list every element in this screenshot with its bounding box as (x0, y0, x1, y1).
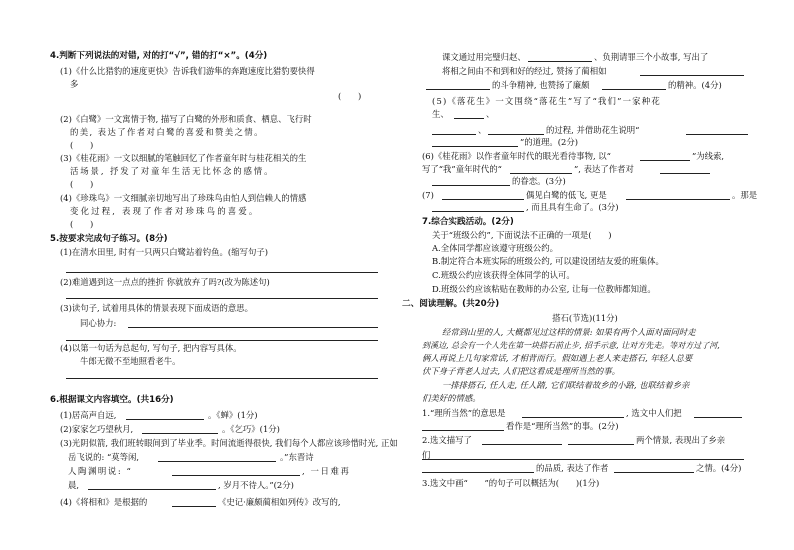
q-a2-line3-end: 之情。(4分) (696, 463, 742, 473)
q6-item5-comma1: 、 (486, 109, 495, 119)
q6-item3-line2-start: 岳飞说的: “莫等闲, (68, 452, 140, 462)
q6-item2-text: (2)家家乞巧望秋月, (60, 424, 134, 434)
q6-item4-blank3[interactable] (640, 75, 744, 76)
q7-option-c[interactable]: C.班级公约应该获得全体同学的认可。 (432, 270, 575, 280)
q6-item7-line1-end: 。那是 (732, 190, 758, 200)
q5-item3-answer-line2[interactable] (66, 340, 378, 341)
q4-item2-line1: (2)《白鹭》一文寓情于物, 描写了白鹭的外形和质食、栖息、飞行时 (60, 114, 312, 124)
q4-item3-line2: 活场景, 抒发了对童年生活无比怀念的感情。 (70, 166, 275, 176)
q6-item6-blank1[interactable] (640, 160, 690, 161)
q6-item3-blank3[interactable] (88, 489, 216, 490)
q6-item6-blank2[interactable] (510, 173, 572, 174)
q6-item4-cont-line2: 将相之间由不和到和好的经过, 赞扬了蔺相如 (442, 66, 607, 76)
q5-item4-answer-line[interactable] (66, 378, 378, 379)
q4-item3-paren[interactable]: ( ) (70, 179, 94, 189)
passage-p1-line4: 伏下身子背老人过去, 人们把这看成是理所当然的事。 (422, 366, 620, 376)
q5-item1: (1)在清水田里, 时有一只两只白鹭站着钓鱼。(缩写句子) (60, 247, 268, 257)
q6-item4-blank4[interactable] (426, 89, 490, 90)
q6-item3-blank2[interactable] (172, 475, 300, 476)
q7-question: 关于“班级公约”, 下面说法不正确的一项是( ) (432, 230, 612, 240)
q6-title: 6.根据课文内容填空。(共16分) (50, 395, 174, 405)
q-a1-line1-start: 1.“理所当然”的意思是 (422, 408, 506, 418)
q6-item4-blank2[interactable] (528, 61, 592, 62)
q6-item3-line3-start: 人陶渊明说: “ (68, 466, 133, 476)
q6-item5-comma2: 、 (478, 125, 487, 135)
q5-item3-answer-line1[interactable] (128, 327, 378, 328)
q4-item1-paren[interactable]: ( ) (338, 91, 362, 101)
q6-item3-blank1[interactable] (158, 461, 276, 462)
section2-title: 二、阅读理解。(共20分) (402, 299, 500, 309)
q6-item1-text: (1)居高声自远, (60, 410, 117, 420)
q6-item6-blank3[interactable] (660, 173, 710, 174)
q6-item2-source: 。《乞巧》(1分) (222, 424, 280, 434)
q-a2-line2-start: 们 (422, 450, 431, 460)
q6-item5-blank3[interactable] (488, 134, 544, 135)
q6-item3-line4-end: , 岁月不待人。”(2分) (218, 480, 294, 490)
q4-item4-line2: 变化过程, 表现了作者对珍珠鸟的喜爱。 (70, 206, 260, 216)
q4-item4-paren[interactable]: ( ) (70, 219, 94, 229)
q6-item5-blank4[interactable] (686, 134, 748, 135)
q6-item5-line4-end: ”的道理。(2分) (520, 137, 579, 147)
q6-item4-source: 《史记·廉颇蔺相如列传》改写的, (218, 497, 341, 507)
q6-item7-blank2[interactable] (626, 199, 730, 200)
q-a2-blank1[interactable] (482, 444, 562, 445)
q6-item4-cont-line1-end: 、负荆请罪三个小故事, 写出了 (594, 52, 709, 62)
q6-item3-line1: (3)光阴似箭, 我们班转眼间到了毕业季。时间流逝得很快, 我们每个人都应该珍惜时光, 正如 (60, 438, 398, 448)
q6-item5-line3-mid: 的过程, 并借助花生说明“ (546, 125, 640, 135)
q4-title: 4.判断下列说法的对错, 对的打“√”, 错的打“×”。(4分) (50, 51, 268, 61)
q6-item4-cont-line3-mid: 的斗争精神, 也赞扬了廉颇 (492, 80, 590, 90)
q5-item2-answer-line[interactable] (66, 298, 378, 299)
passage-p1-line1: 经常到山里的人, 大概都见过这样的情景: 如果有两个人面对面同时走 (442, 327, 696, 337)
q6-item5-line1: (5)《落花生》一文围绕“落花生”写了“我们”一家种花 (432, 96, 661, 106)
q5-item1-answer-line[interactable] (66, 272, 378, 273)
q6-item4-blank[interactable] (172, 506, 216, 507)
q6-item1-blank[interactable] (126, 419, 204, 420)
q6-item6-blank4[interactable] (432, 185, 510, 186)
q6-item6-line2-start: 写了“我”童年时代的“ (422, 164, 502, 174)
q5-item2: (2)难道遇到这一点点的挫折 你就放弃了吗?(改为陈述句) (60, 277, 270, 287)
q6-item4-blank5[interactable] (602, 89, 666, 90)
q6-item5-blank1[interactable] (454, 118, 484, 119)
q5-title: 5.按要求完成句子练习。(8分) (50, 234, 168, 244)
q4-item2-paren[interactable]: ( ) (70, 140, 94, 150)
q6-item7-line1-mid: 偶见白鹭的低飞, 更是 (526, 190, 607, 200)
q4-item2-line2: 的美, 表达了作者对白鹭的喜爱和赞美之情。 (70, 127, 264, 137)
q6-item1-source: 。《蝉》(1分) (208, 410, 258, 420)
q5-item4: (4)以第一句话为总起句, 写句子, 把内容写具体。 (60, 343, 242, 353)
q6-item7-blank1[interactable] (442, 199, 524, 200)
q6-item5-line2-start: 生、 (432, 109, 449, 119)
passage-title: 搭石(节选)(11分) (552, 313, 618, 323)
passage-p1-line3: 俩人再说上几句家常话, 才相背而行。假如遇上老人来走搭石, 年轻人总要 (422, 353, 693, 363)
q4-item3-line1: (3)《桂花雨》一文以细腻的笔触回忆了作者童年时与桂花相关的生 (60, 153, 307, 163)
q4-item1-line1: (1)《什么比猎豹的速度更快》告诉我们游隼的奔跑速度比猎豹要快得 (60, 66, 315, 76)
q5-item3-prompt: 同心协力: (80, 318, 117, 328)
q5-item4-prompt: 牛郎无微不至地照看老牛。 (80, 356, 181, 366)
q-a3: 3.选文中画“ ”的句子可以概括为( )(1分) (422, 478, 600, 488)
q5-item3: (3)读句子, 试着用具体的情景表现下面成语的意思。 (60, 303, 254, 313)
q-a2-line3-mid: 的品质, 表达了作者 (536, 463, 609, 473)
q6-item3-line4-start: 晨, (68, 480, 80, 490)
q-a1-blank2[interactable] (694, 417, 742, 418)
q-a2-line1-end: 两个情景, 表现出了乡亲 (636, 435, 726, 445)
q7-option-b[interactable]: B.制定符合本班实际的班级公约, 可以建设团结友爱的班集体。 (432, 256, 664, 266)
q6-item2-blank[interactable] (142, 433, 218, 434)
q6-item5-blank2[interactable] (432, 134, 476, 135)
q6-item3-line3-end: , 一日难再 (302, 466, 351, 476)
q7-option-d[interactable]: D.班级公约应该粘贴在教师的办公室, 让每一位教师都知道。 (432, 284, 656, 294)
q-a1-line1-end: , 选文中人们把 (626, 408, 682, 418)
q-a2-line1-start: 2.选文描写了 (422, 435, 472, 445)
q6-item4-text: (4)《将相和》是根据的 (60, 497, 148, 507)
q-a2-blank3[interactable] (422, 472, 534, 473)
passage-p2-line1: 一排排搭石, 任人走, 任人踏, 它们联结着故乡的小路, 也联结着乡亲 (442, 380, 690, 390)
q6-item3-line2-end: 。”东晋诗 (280, 452, 314, 462)
q6-item7-num: (7) (422, 190, 434, 200)
passage-p1-line2: 到溪边, 总会有一个人先在第一块搭石前止步, 招手示意, 让对方先走。等对方过了河, (422, 341, 720, 350)
q6-item6-line1-start: (6)《桂花雨》以作者童年时代的眼光看待事物, 以“ (422, 151, 611, 161)
q6-item6-line3-end: 的眷恋。(3分) (512, 176, 566, 186)
q6-item7-line2-end: , 而且具有生命了。(3分) (526, 202, 619, 212)
q-a2-blank-fullline[interactable] (422, 459, 744, 460)
q-a1-blank1[interactable] (522, 417, 624, 418)
q7-title: 7.综合实践活动。(2分) (422, 217, 514, 227)
q-a2-blank4[interactable] (614, 472, 694, 473)
q6-item4-cont-line3-end: 的精神。(4分) (668, 80, 722, 90)
q6-item4-cont-line1-start: 课文通过用完璧归赵、 (442, 52, 526, 62)
q6-item5-blank5[interactable] (432, 146, 518, 147)
q4-item4-line1: (4)《珍珠鸟》一文细腻亲切地写出了珍珠鸟由怕人到信赖人的情感 (60, 193, 307, 203)
q-a2-blank2[interactable] (568, 444, 634, 445)
passage-p2-line2: 们美好的情感。 (422, 393, 481, 403)
q7-option-a[interactable]: A.全体同学都应该遵守班级公约。 (432, 243, 558, 253)
q6-item7-blank3[interactable] (432, 211, 524, 212)
q-a1-line2-end: 看作是“理所当然”的事。(2分) (506, 421, 619, 431)
q6-item6-line1-end: ”为线索, (692, 151, 725, 161)
q-a1-blank3[interactable] (422, 430, 504, 431)
q4-item1-line2: 多 (70, 79, 79, 89)
q6-item6-line2-end: ”, 表达了作者对 (574, 164, 634, 174)
